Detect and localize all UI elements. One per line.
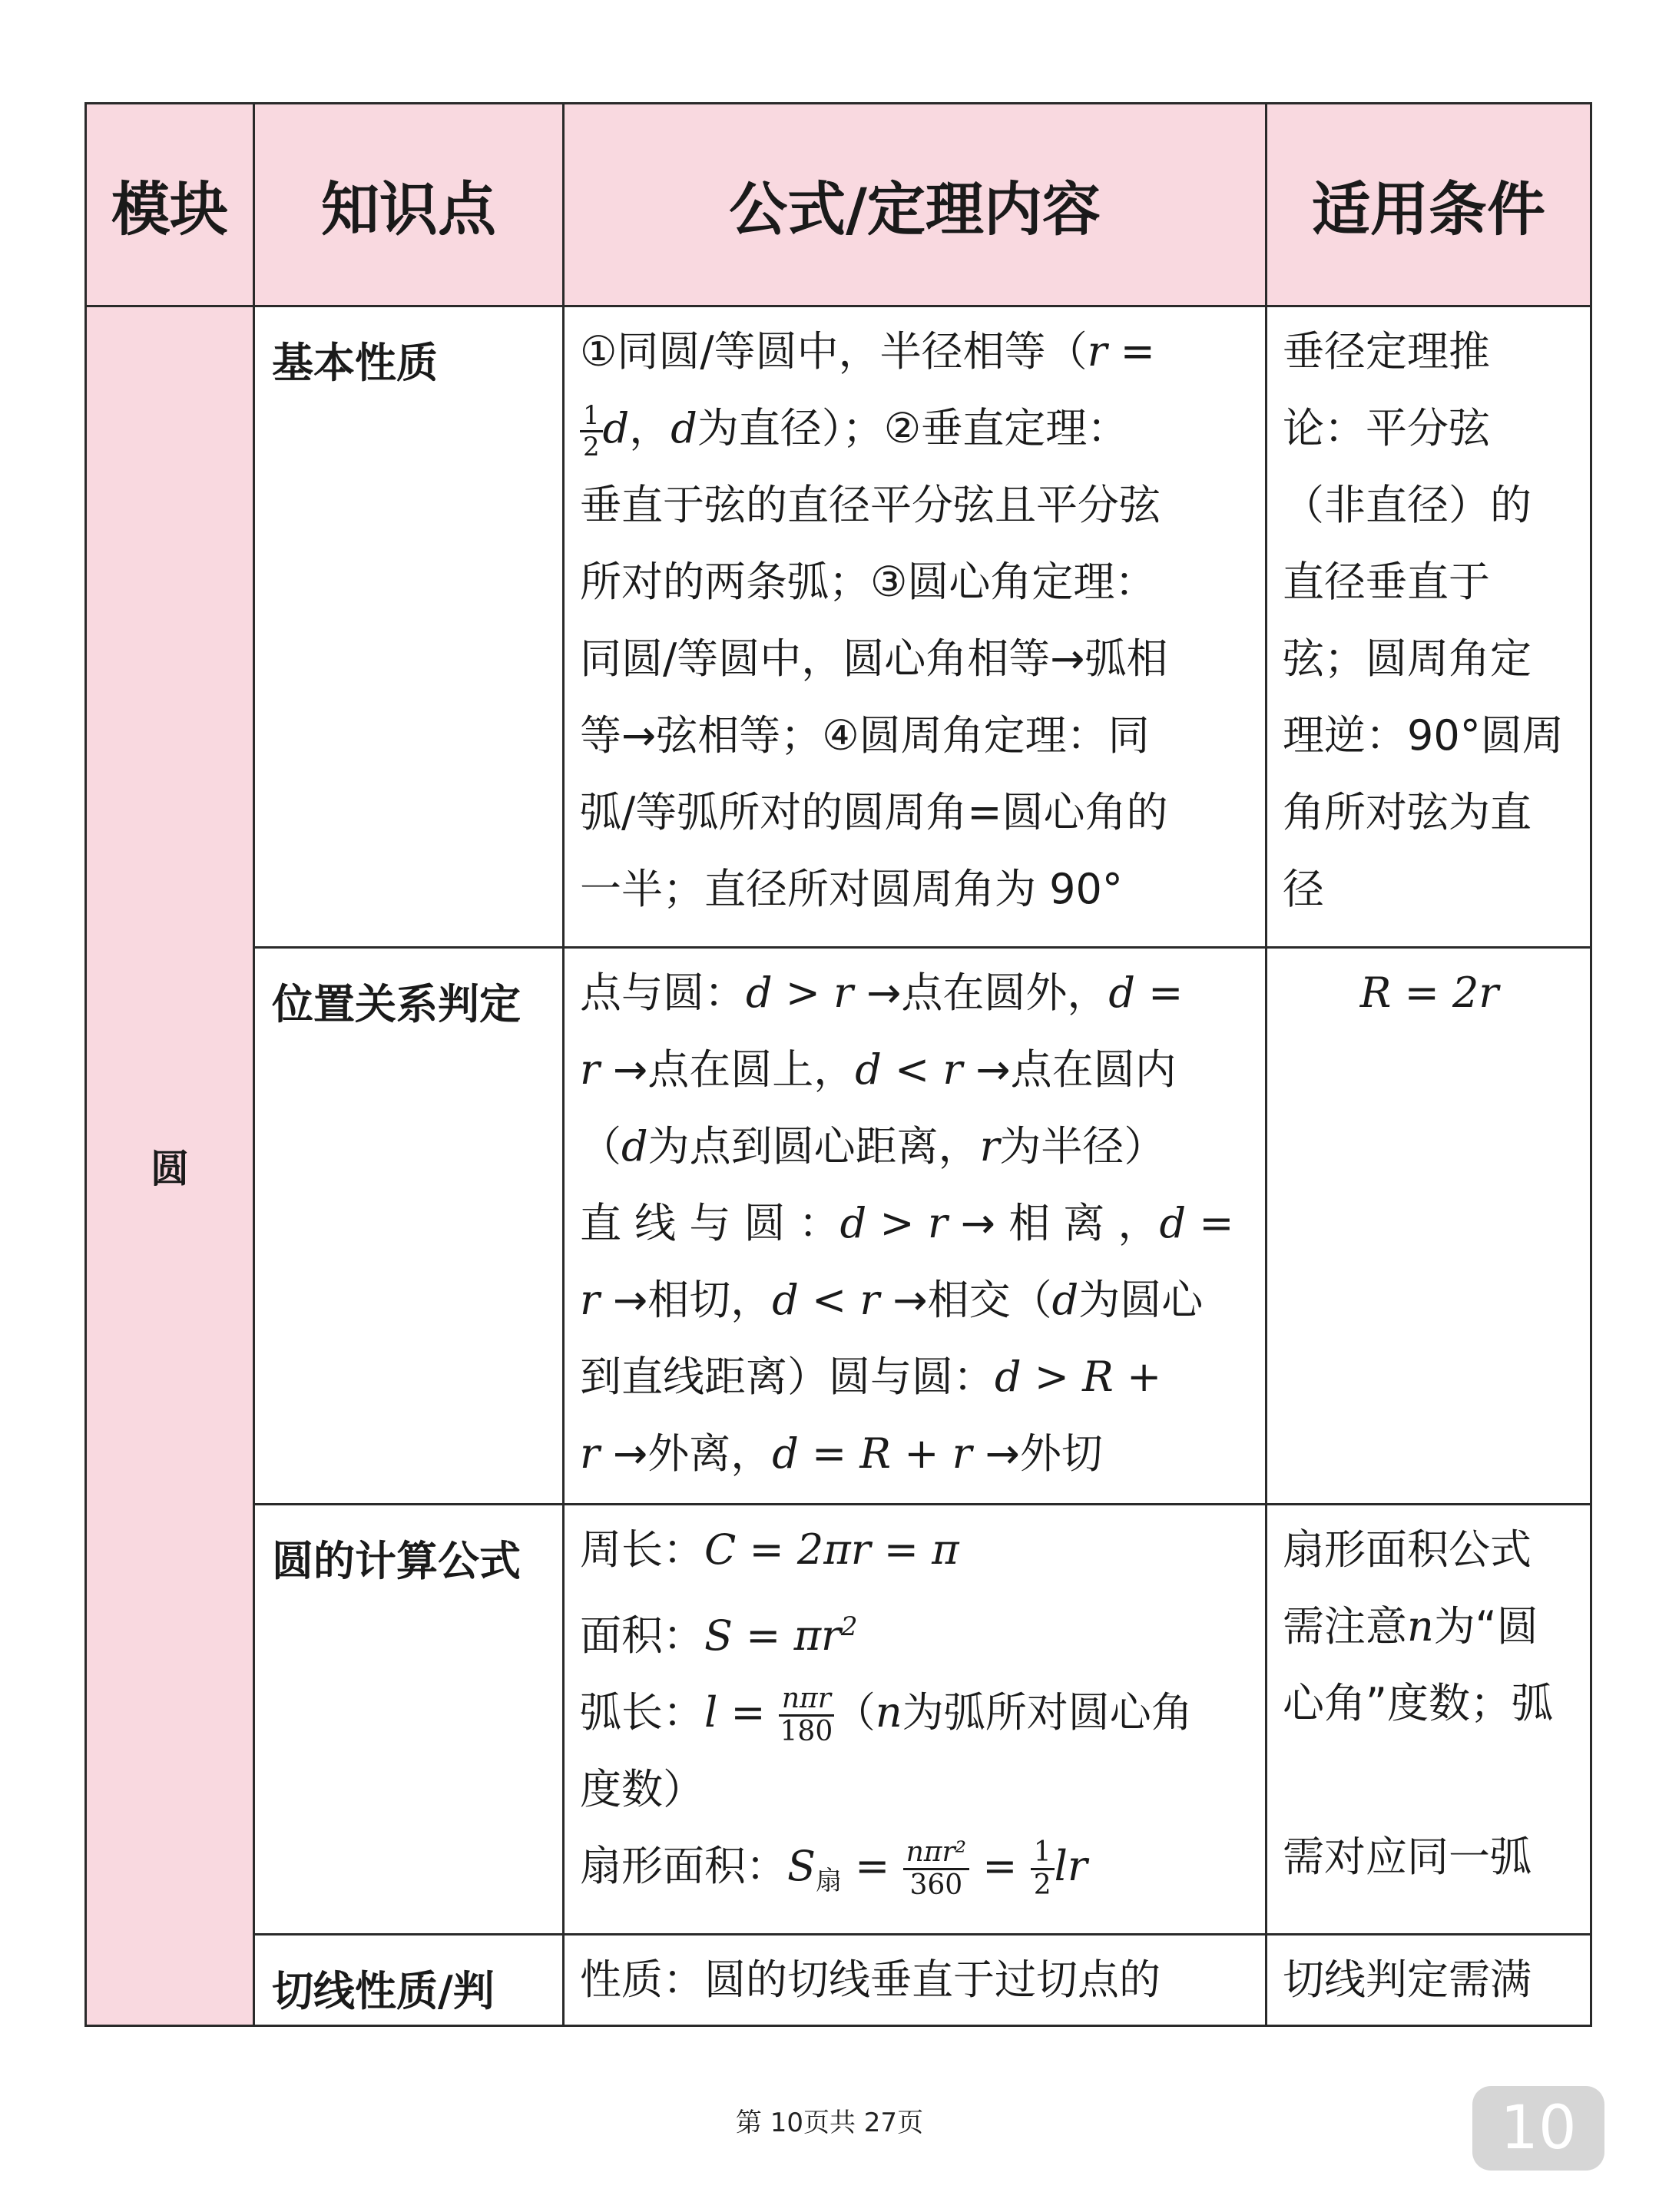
math-var: d xyxy=(602,404,630,452)
header-condition: 适用条件 xyxy=(1267,104,1591,306)
text: →点在圆外， xyxy=(853,969,1109,1017)
text: 为点到圆心距离， xyxy=(647,1122,980,1171)
math: C = 2πr = π xyxy=(704,1525,959,1574)
text-line: 需对应同一弧 xyxy=(1283,1833,1532,1881)
text-line: 弧/等弧所对的圆周角=圆心角的 xyxy=(580,788,1168,836)
text: 直 线 与 圆 ： xyxy=(580,1199,840,1247)
text: →外切 xyxy=(972,1429,1103,1478)
denominator: 2 xyxy=(583,431,600,462)
header-knowledge-point: 知识点 xyxy=(254,104,564,306)
text-line: 切线判定需满 xyxy=(1283,1955,1532,2004)
topic-cell: 圆的计算公式 xyxy=(254,1505,564,1935)
math: lr xyxy=(1054,1842,1088,1890)
math-var: d xyxy=(671,404,697,452)
text: 为直径）；②垂直定理： xyxy=(697,404,1129,452)
knowledge-table xyxy=(84,102,1592,2027)
content-cell xyxy=(564,1935,1267,2026)
text-line: 垂径定理推 xyxy=(1283,327,1490,376)
text: 为半径） xyxy=(999,1122,1166,1171)
condition-cell xyxy=(1267,1935,1591,2026)
math: = xyxy=(842,1842,890,1890)
math: = xyxy=(969,1842,1018,1890)
text-line: 一半；直径所对圆周角为 90° xyxy=(580,865,1123,913)
subscript: 扇 xyxy=(816,1865,842,1896)
text: 周长： xyxy=(580,1525,704,1574)
text-line: （非直径）的 xyxy=(1283,481,1532,529)
math: d > R + xyxy=(995,1353,1162,1401)
table-row xyxy=(86,1935,1591,2026)
text-line: 弦；圆周角定 xyxy=(1283,634,1532,683)
text: 扇形面积： xyxy=(580,1842,787,1890)
text: 为弧所对圆心角 xyxy=(902,1688,1193,1737)
topic-cell: 切线性质/判 xyxy=(254,1935,564,2026)
math: r xyxy=(580,1429,600,1478)
content-cell xyxy=(564,306,1267,948)
text: ①同圆/等圆中，半径相等（ xyxy=(580,327,1088,376)
denominator: 360 xyxy=(909,1869,963,1901)
page-number-badge: 10 xyxy=(1472,2086,1604,2171)
text: （ xyxy=(833,1688,876,1737)
numerator: nπr xyxy=(779,1685,834,1717)
condition-cell xyxy=(1267,1505,1591,1935)
table-row xyxy=(86,948,1591,1505)
math: d > r xyxy=(839,1199,948,1247)
denominator: 2 xyxy=(1033,1869,1051,1901)
text: 到直线距离）圆与圆： xyxy=(580,1353,995,1401)
text: （ xyxy=(580,1122,621,1171)
fraction xyxy=(580,399,603,462)
text: →点在圆内 xyxy=(962,1045,1177,1094)
fraction xyxy=(903,1836,970,1901)
page-footer: 第 10页共 27页 xyxy=(735,2108,924,2138)
math-var: r xyxy=(1087,327,1108,376)
math: d < r xyxy=(772,1276,880,1324)
math: d = xyxy=(1108,969,1184,1017)
table-row xyxy=(86,306,1591,948)
text: →相切， xyxy=(599,1276,773,1324)
text: = xyxy=(1107,327,1155,376)
numerator: 1 xyxy=(1031,1839,1055,1870)
text-line: 垂直于弦的直径平分弦且平分弦 xyxy=(580,481,1161,529)
math-var: d xyxy=(1051,1276,1079,1324)
condition-cell xyxy=(1267,306,1591,948)
condition-cell xyxy=(1267,948,1591,1505)
text-line: 径 xyxy=(1283,865,1324,913)
math: R = 2r xyxy=(1359,969,1499,1017)
text-line: 性质：圆的切线垂直于过切点的 xyxy=(580,1955,1161,2004)
blank-line xyxy=(1283,1742,1576,1819)
text: 面积： xyxy=(580,1611,704,1660)
text: →外离， xyxy=(599,1429,773,1478)
header-row xyxy=(86,104,1591,306)
topic-cell: 基本性质 xyxy=(254,306,564,948)
math: d = R + r xyxy=(772,1429,972,1478)
text: 需注意 xyxy=(1283,1602,1407,1651)
text: 为圆心 xyxy=(1078,1276,1204,1324)
text: 点与圆： xyxy=(580,969,746,1017)
math: l = xyxy=(704,1688,766,1737)
math-var: r xyxy=(979,1122,1000,1171)
math-var: d xyxy=(621,1122,648,1171)
math-var: S xyxy=(787,1842,816,1890)
text-line: 角所对弦为直 xyxy=(1283,788,1532,836)
numerator: 1 xyxy=(580,402,603,432)
superscript: 2 xyxy=(840,1611,858,1642)
math-var: n xyxy=(1407,1602,1434,1651)
math: r xyxy=(580,1045,600,1094)
content-cell xyxy=(564,1505,1267,1935)
fraction xyxy=(1031,1836,1055,1901)
math: d < r xyxy=(855,1045,963,1094)
math: d > r xyxy=(746,969,853,1017)
denominator: 180 xyxy=(780,1715,833,1747)
math: r xyxy=(580,1276,600,1324)
text-line: 论：平分弦 xyxy=(1283,404,1490,452)
table-row xyxy=(86,1505,1591,1935)
numerator: nπr² xyxy=(903,1839,970,1870)
text-line: 同圆/等圆中，圆心角相等→弧相 xyxy=(580,634,1168,683)
text: 为“圆 xyxy=(1433,1602,1538,1651)
text-line: 理逆：90°圆周 xyxy=(1283,711,1564,760)
text: → 相 离 ， xyxy=(947,1199,1160,1247)
header-formula: 公式/定理内容 xyxy=(564,104,1267,306)
text-line: 心角”度数；弧 xyxy=(1283,1679,1553,1727)
text-line: 度数） xyxy=(580,1765,704,1813)
content-cell xyxy=(564,948,1267,1505)
module-cell: 圆 xyxy=(86,306,254,2026)
text-line: 等→弦相等；④圆周角定理：同 xyxy=(580,711,1150,760)
math: S = πr xyxy=(704,1611,841,1660)
text: →点在圆上， xyxy=(599,1045,856,1094)
fraction xyxy=(779,1682,834,1747)
text-line: 直径垂直于 xyxy=(1283,558,1490,606)
math-var: n xyxy=(875,1688,902,1737)
text: ， xyxy=(629,404,671,452)
text: 弧长： xyxy=(580,1688,704,1737)
topic-cell: 位置关系判定 xyxy=(254,948,564,1505)
header-module: 模块 xyxy=(86,104,254,306)
text-line: 所对的两条弧；③圆心角定理： xyxy=(580,558,1157,606)
text: →相交（ xyxy=(879,1276,1052,1324)
math: d = xyxy=(1159,1199,1234,1247)
text-line: 扇形面积公式 xyxy=(1283,1525,1532,1574)
